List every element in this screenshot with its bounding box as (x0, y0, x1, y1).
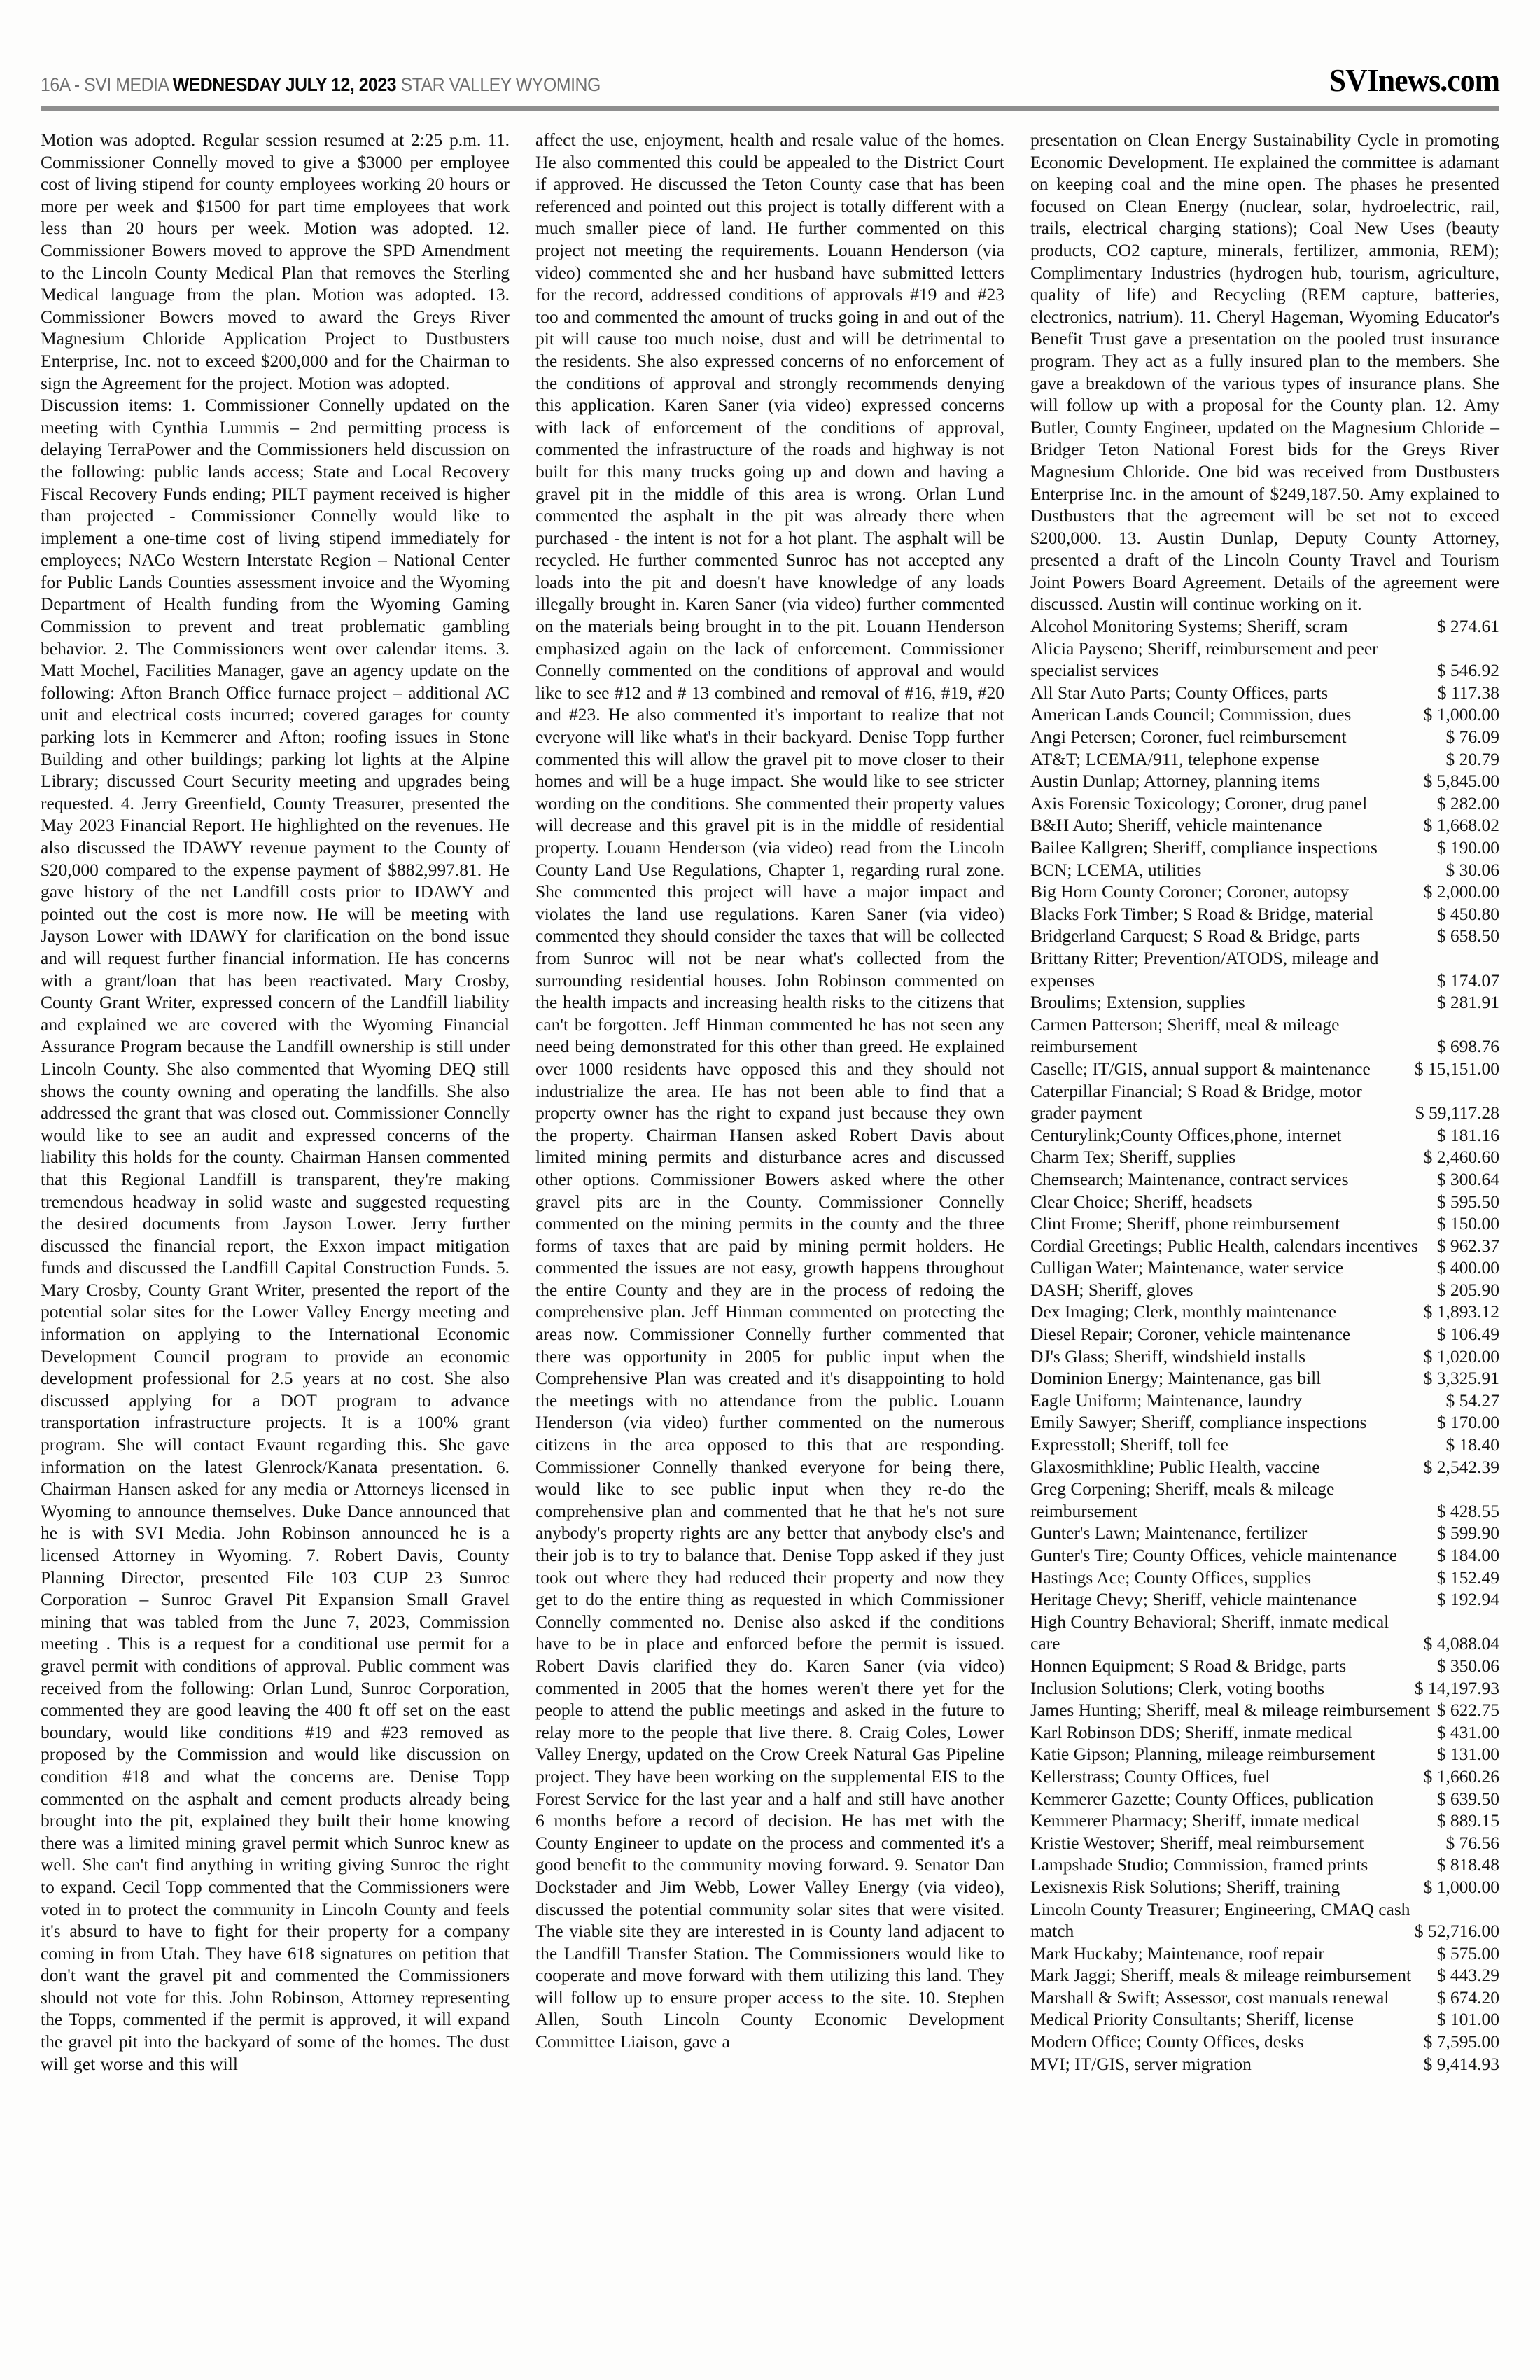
payment-row (1030, 1058, 1499, 1080)
payment-row (1030, 682, 1499, 704)
payment-amount: $ 101.00 (1436, 2009, 1499, 2030)
payment-description: Marshall & Swift; Assessor, cost manuals renewal (1030, 1987, 1390, 2008)
payment-description: Caterpillar Financial; S Road & Bridge, motor grader payment (1030, 1080, 1362, 1124)
payment-row (1030, 1854, 1499, 1876)
payment-description: Heritage Chevy; Sheriff, vehicle maintenance (1030, 1589, 1357, 1610)
payment-amount: $ 76.56 (1446, 1832, 1499, 1853)
payment-amount: $ 962.37 (1436, 1235, 1499, 1256)
payment-description: Katie Gipson; Planning, mileage reimbursement (1030, 1744, 1376, 1765)
payment-description: Gunter's Lawn; Maintenance, fertilizer (1030, 1522, 1308, 1544)
payment-row (1030, 1191, 1499, 1213)
column-3-narrative (1030, 129, 1499, 615)
payment-amount: $ 400.00 (1436, 1257, 1499, 1278)
payment-row (1030, 1743, 1499, 1765)
payment-amount: $ 443.29 (1436, 1965, 1499, 1986)
payment-description: Alcohol Monitoring Systems; Sheriff, scram (1030, 616, 1348, 637)
payment-row (1030, 1567, 1499, 1589)
payment-description: Dominion Energy; Maintenance, gas bill (1030, 1368, 1322, 1389)
payment-description: Glaxosmithkline; Public Health, vaccine (1030, 1456, 1320, 1477)
payment-description: Clint Frome; Sheriff, phone reimbursement (1030, 1213, 1340, 1234)
payment-description: James Hunting; Sheriff, meal & mileage reimbursement (1030, 1700, 1431, 1721)
payment-description: Bailee Kallgren; Sheriff, compliance inspections (1030, 837, 1378, 858)
payment-amount: $ 174.07 (1436, 969, 1499, 990)
payment-row (1030, 1411, 1499, 1434)
payment-amount: $ 1,660.26 (1423, 1765, 1499, 1786)
payment-amount: $ 205.90 (1436, 1279, 1499, 1300)
payment-description: Hastings Ace; County Offices, supplies (1030, 1567, 1312, 1588)
payment-amount: $ 2,542.39 (1423, 1456, 1499, 1477)
payment-row (1030, 1146, 1499, 1168)
payment-row (1030, 1080, 1499, 1124)
payment-row (1030, 991, 1499, 1014)
payment-row (1030, 1390, 1499, 1412)
payment-amount: $ 428.55 (1436, 1500, 1499, 1521)
payment-row (1030, 1478, 1499, 1522)
payment-row (1030, 836, 1499, 859)
payment-amount: $ 150.00 (1436, 1213, 1499, 1234)
payment-row (1030, 1367, 1499, 1390)
payment-amount: $ 30.06 (1446, 859, 1499, 880)
payment-row (1030, 1345, 1499, 1368)
payment-amount: $ 76.09 (1446, 727, 1499, 748)
payment-description: Brittany Ritter; Prevention/ATODS, mileage and expenses (1030, 947, 1379, 990)
payment-row (1030, 1942, 1499, 1965)
payment-description: Axis Forensic Toxicology; Coroner, drug panel (1030, 792, 1368, 813)
payment-amount: $ 152.49 (1436, 1567, 1499, 1588)
payment-description: Modern Office; County Offices, desks (1030, 2031, 1304, 2052)
payment-amount: $ 1,020.00 (1423, 1345, 1499, 1366)
payment-description: Clear Choice; Sheriff, headsets (1030, 1191, 1252, 1212)
payment-row (1030, 1699, 1499, 1721)
payment-description: Mark Jaggi; Sheriff, meals & mileage reimbursement (1030, 1965, 1412, 1986)
payment-amount: $ 59,117.28 (1415, 1102, 1499, 1124)
payment-description: Centurylink;County Offices,phone, internet (1030, 1124, 1342, 1145)
payment-row (1030, 859, 1499, 881)
payment-description: Chemsearch; Maintenance, contract services (1030, 1168, 1349, 1189)
payment-row (1030, 704, 1499, 726)
payment-description: Carmen Patterson; Sheriff, meal & mileage reimbursement (1030, 1014, 1340, 1057)
page-header (41, 0, 1499, 99)
payment-amount: $ 431.00 (1436, 1721, 1499, 1742)
payment-amount: $ 131.00 (1436, 1744, 1499, 1765)
payment-row (1030, 1323, 1499, 1345)
payment-description: Honnen Equipment; S Road & Bridge, parts (1030, 1655, 1347, 1676)
payment-description: Dex Imaging; Clerk, monthly maintenance (1030, 1301, 1336, 1322)
payment-row (1030, 1301, 1499, 1323)
page-number-label: 16A - SVI MEDIA (41, 74, 169, 95)
payment-description: AT&T; LCEMA/911, telephone expense (1030, 748, 1320, 769)
article-column-3 (1030, 129, 1499, 2075)
payment-description: Big Horn County Coroner; Coroner, autopsy (1030, 881, 1350, 902)
article-columns (41, 129, 1499, 2075)
payment-row (1030, 1544, 1499, 1567)
article-column-1 (41, 129, 510, 2075)
payment-description: B&H Auto; Sheriff, vehicle maintenance (1030, 815, 1322, 836)
payment-description: All Star Auto Parts; County Offices, parts (1030, 682, 1329, 703)
payment-amount: $ 54.27 (1446, 1390, 1499, 1410)
payment-row (1030, 1964, 1499, 1987)
payment-description: DASH; Sheriff, gloves (1030, 1279, 1194, 1300)
payment-amount: $ 300.64 (1436, 1168, 1499, 1189)
payment-amount: $ 698.76 (1436, 1036, 1499, 1057)
payment-row (1030, 1235, 1499, 1257)
payment-description: Diesel Repair; Coroner, vehicle maintenance (1030, 1324, 1351, 1345)
article-paragraph: affect the use, enjoyment, health and resale value of the homes. He also commented this could be appealed to the District Court if approved. He discussed the Teton County case that has been referenced and pointed out this project is totally different with a much smaller piece of land. He further commented on this project not meeting the requirements. Louann Henderson (via video) commented she and her husband have submitted letters for the record, addressed conditions of approvals #19 and #23 too and commented the amount of trucks going in and out of the pit will cause too much noise, dust and will be detrimental to the residents. She also expressed concerns of no enforcement of the conditions of approval and strongly recommends denying this application. Karen Saner (via video) expressed concerns with lack of enforcement of the conditions of approval, commented the infrastructure of the roads and highway is not built for this many trucks going up and down and having a gravel pit in the middle of this area is wrong. Orlan Lund commented the asphalt in the pit was already there when purchased - the intent is not for a hot plant. The asphalt will be recycled. He further commented Sunroc has not accepted any loads into the pit and doesn't have knowledge of any loads illegally brought in. Karen Saner (via video) further commented on the materials being brought in to the pit. Louann Henderson emphasized again on the lack of enforcement. Commissioner Connelly commented on the conditions of approval and would like to see #12 and # 13 combined and removal of #16, #19, #20 and #23. He also commented it's important to realize that not everyone will like what's in their backyard. Denise Topp further commented this will allow the gravel pit to move closer to their homes and will be a huge impact. She would like to see stricter wording on the conditions. She commented their property values will decrease and this gravel pit is in the middle of residential property. Louann Henderson (via video) read from the Lincoln County Land Use Regulations, Chapter 1, regarding rural zone. She commented this project will have a major impact and violates the land use regulations. Karen Saner (via video) commented they should consider the taxes that will be collected from Sunroc will not be near what's collected from the surrounding residential houses. John Robinson commented on the health impacts and increasing health risks to the citizens that can't be forgotten. Jeff Hinman commented he has not seen any need being demonstrated for this other than greed. He explained over 1000 residents have opposed this and they should not industrialize the area. He has not been able to find that a property owner has the right to expand just because they own the property. Chairman Hansen asked Robert Davis about limited mining permits and disturbance acres and discussed other options. Commissioner Bowers asked where the other gravel pits are in the County. Commissioner Connelly commented on the mining permits in the county and the three forms of taxes that are paid by mining permit holders. He commented the issues are not easy, growth happens throughout the entire County and they are in the process of redoing the comprehensive plan. Jeff Hinman commented on protecting the areas now. Commissioner Connelly further commented that there was opportunity in 2005 for public input when the Comprehensive Plan was created and it's disappointing to hold the meetings with no attendance from the public. Louann Henderson (via video) further commented on the numerous citizens in the area opposed to this that are responding. Commissioner Connelly thanked everyone for being there, would like to see public input when they re-do the comprehensive plan and commented that he that he's not sure anybody's property rights are any better that anybody else's and their job is to try to balance that. Denise Topp asked if they just took out where they had reduced their property and now they get to do the entire thing as requested in which Commissioner Connelly commented no. Denise also asked if the conditions have to be in place and enforced before the permit is issued. Robert Davis clarified they do. Karen Saner (via video) commented in 2005 that the homes weren't there yet for the people to attend the public meetings and asked in the future to relay more to the people that live there. 8. Craig Coles, Lower Valley Energy, updated on the Crow Creek Natural Gas Pipeline project. They have been working on the supplemental EIS to the Forest Service for the last year and a half and still have another 6 months before a record of decision. He has met with the County Engineer to update on the process and commented it's a good benefit to the community moving forward. 9. Senator Dan Dockstader and Jim Webb, Lower Valley Energy (via video), discussed the potential community solar sites that were visited. The viable site they are interested in is County land adjacent to the Landfill Transfer Station. The Commissioners would like to cooperate and move forward with them utilizing this land. They will follow up to ensure proper access to the site. 10. Stephen Allen, South Lincoln County Economic Development Committee Liaison, gave a (536, 130, 1004, 2052)
payment-description: Austin Dunlap; Attorney, planning items (1030, 771, 1321, 792)
payment-row (1030, 1898, 1499, 1942)
payment-amount: $ 274.61 (1436, 616, 1499, 637)
payment-row (1030, 1987, 1499, 2009)
payment-description: Expresstoll; Sheriff, toll fee (1030, 1434, 1228, 1455)
payment-amount: $ 190.00 (1436, 837, 1499, 858)
payment-amount: $ 7,595.00 (1423, 2031, 1499, 2052)
payment-amount: $ 15,151.00 (1414, 1058, 1499, 1079)
payment-amount: $ 350.06 (1436, 1655, 1499, 1676)
payment-amount: $ 450.80 (1436, 903, 1499, 924)
payment-row (1030, 814, 1499, 836)
payment-amount: $ 181.16 (1436, 1124, 1499, 1145)
payment-description: Cordial Greetings; Public Health, calendars incentives (1030, 1235, 1418, 1256)
payment-description: Culligan Water; Maintenance, water service (1030, 1257, 1344, 1278)
payment-amount: $ 818.48 (1436, 1854, 1499, 1875)
payment-description: Gunter's Tire; County Offices, vehicle maintenance (1030, 1545, 1397, 1565)
payment-amount: $ 20.79 (1446, 748, 1499, 769)
payment-amount: $ 170.00 (1436, 1412, 1499, 1433)
payment-amount: $ 14,197.93 (1414, 1677, 1499, 1698)
article-column-2 (536, 129, 1004, 2075)
payment-description: Karl Robinson DDS; Sheriff, inmate medical (1030, 1721, 1352, 1742)
payment-ledger (1030, 615, 1499, 2075)
payment-amount: $ 282.00 (1436, 792, 1499, 813)
payment-amount: $ 595.50 (1436, 1191, 1499, 1212)
payment-description: Kemmerer Pharmacy; Sheriff, inmate medical (1030, 1810, 1360, 1831)
payment-row (1030, 2031, 1499, 2053)
payment-description: Emily Sawyer; Sheriff, compliance inspections (1030, 1412, 1367, 1433)
article-paragraph: Discussion items: 1. Commissioner Connelly updated on the meeting with Cynthia Lummis – 2nd permitting process is delaying TerraPower and the Commissioners held discussion on the following: public lands access; State and Local Recovery Fiscal Recovery Funds ending; PILT payment received is higher than projected - Commissioner Connelly would like to implement a one-time cost of living stipend immediately for employees; NACo Western Interstate Region – National Center for Public Lands Counties assessment invoice and the Wyoming Department of Health funding from the Wyoming Gaming Commission to prevent and treat problematic gambling behavior. 2. The Commissioners went over calendar items. 3. Matt Mochel, Facilities Manager, gave an agency update on the following: Afton Branch Office furnace project – additional AC unit and electrical costs incurred; covered garages for county parking lots in Kemmerer and Afton; roofing issues in Stone Building and other buildings; parking lot lights at the Alpine Library; discussed Court Security meeting and upgrades being requested. 4. Jerry Greenfield, County Treasurer, presented the May 2023 Financial Report. He highlighted on the revenues. He also discussed the IDAWY revenue payment to the County of $20,000 compared to the expense payment of $882,997.81. He gave history of the net Landfill costs prior to IDAWY and pointed out the cost is more now. He will be meeting with Jayson Lower with IDAWY for clarification on the bond issue and will request further financial information. He has concerns with a grant/loan that has been reactivated. Mary Crosby, County Grant Writer, expressed concern of the Landfill liability and explained we are covered with the Wyoming Financial Assurance Program because the Landfill ownership is still under Lincoln County. She also commented that Wyoming DEQ still shows the county owning and operating the landfills. She also addressed the grant that was closed out. Commissioner Connelly would like to see an audit and expressed concerns of the liability this holds for the county. Chairman Hansen commented that this Regional Landfill is transparent, they're making tremendous headway in solid waste and suggested requesting the desired documents from Jayson Lower. Jerry further discussed the financial report, the Exxon impact mitigation funds and discussed the Landfill Capital Construction Funds. 5. Mary Crosby, County Grant Writer, presented the report of the potential solar sites for the Lower Valley Energy meeting and information on applying to the International Economic Development Council program to provide an economic development professional for 2.5 years at no cost. She also discussed applying for a DOT program to advance transportation infrastructure projects. It is a 100% grant program. She will contact Evaunt regarding this. She gave information on the latest Glenrock/Kanata presentation. 6. Chairman Hansen asked for any media or Attorneys licensed in Wyoming to announce themselves. Duke Dance announced that he is with SVI Media. John Robinson announced he is a licensed Attorney in Wyoming. 7. Robert Davis, County Planning Director, presented File 103 CUP 23 Sunroc Corporation – Sunroc Gravel Pit Expansion Small Gravel mining that was tabled from the June 7, 2023, Commission meeting . This is a request for a conditional use permit for a gravel permit with conditions of approval. Public comment was received from the following: Orlan Lund, Sunroc Corporation, commented they are good leaving the 400 ft off set on the east boundary, would like conditions #19 and #23 removed as proposed by the Commission and would like discussion on condition #18 and what the concerns are. Denise Topp commented on the asphalt and cement products already being brought into the pit, explained they built their home knowing there was a limited mining gravel permit which Sunroc knew as well. She can't find anything in writing giving Sunroc the right to expand. Cecil Topp commented that the Commissioners were voted in to protect the community in Lincoln County and feels it's absurd to have to fight for their property for a company coming in from Utah. They have 618 signatures on petition that don't want the gravel pit and commented the Commissioners should not vote for this. John Robinson, Attorney representing the Topps, commented if the permit is approved, it will expand the gravel pit into the backyard of some of the homes. The dust will get worse and this will (41, 395, 510, 2074)
payment-description: American Lands Council; Commission, dues (1030, 704, 1352, 725)
payment-amount: $ 192.94 (1436, 1589, 1499, 1610)
payment-description: Medical Priority Consultants; Sheriff, license (1030, 2009, 1354, 2030)
payment-description: Lexisnexis Risk Solutions; Sheriff, training (1030, 1876, 1340, 1897)
payment-amount: $ 546.92 (1436, 660, 1499, 681)
payment-row (1030, 903, 1499, 925)
payment-amount: $ 622.75 (1436, 1700, 1499, 1721)
payment-description: Charm Tex; Sheriff, supplies (1030, 1147, 1236, 1168)
payment-row (1030, 1212, 1499, 1235)
payment-row (1030, 1765, 1499, 1788)
payment-description: Angi Petersen; Coroner, fuel reimbursement (1030, 727, 1347, 748)
payment-amount: $ 1,668.02 (1423, 815, 1499, 836)
payment-row (1030, 638, 1499, 682)
payment-amount: $ 9,414.93 (1423, 2053, 1499, 2074)
payment-amount: $ 639.50 (1436, 1788, 1499, 1809)
payment-amount: $ 3,325.91 (1423, 1368, 1499, 1389)
payment-row (1030, 925, 1499, 947)
payment-description: Alicia Payseno; Sheriff, reimbursement and peer specialist services (1030, 638, 1378, 681)
payment-amount: $ 1,000.00 (1423, 1876, 1499, 1897)
payment-row (1030, 726, 1499, 748)
payment-row (1030, 1256, 1499, 1279)
payment-amount: $ 4,088.04 (1423, 1633, 1499, 1654)
payment-row (1030, 1014, 1499, 1058)
payment-row (1030, 1788, 1499, 1810)
payment-row (1030, 1434, 1499, 1456)
payment-amount: $ 2,460.60 (1423, 1147, 1499, 1168)
payment-row (1030, 2053, 1499, 2076)
payment-row (1030, 1522, 1499, 1544)
payment-description: Kristie Westover; Sheriff, meal reimbursement (1030, 1832, 1364, 1853)
payment-description: BCN; LCEMA, utilities (1030, 859, 1202, 880)
payment-amount: $ 106.49 (1436, 1324, 1499, 1345)
payment-amount: $ 889.15 (1436, 1810, 1499, 1831)
payment-description: Blacks Fork Timber; S Road & Bridge, material (1030, 903, 1374, 924)
payment-row (1030, 770, 1499, 792)
payment-amount: $ 2,000.00 (1423, 881, 1499, 902)
payment-row (1030, 748, 1499, 771)
payment-amount: $ 658.50 (1436, 925, 1499, 946)
payment-row (1030, 2008, 1499, 2031)
payment-row (1030, 1655, 1499, 1677)
payment-amount: $ 575.00 (1436, 1942, 1499, 1963)
payment-description: Lampshade Studio; Commission, framed prints (1030, 1854, 1368, 1875)
payment-row (1030, 1721, 1499, 1744)
payment-description: Eagle Uniform; Maintenance, laundry (1030, 1390, 1303, 1410)
payment-amount: $ 5,845.00 (1423, 771, 1499, 792)
payment-row (1030, 615, 1499, 638)
payment-row (1030, 1809, 1499, 1832)
payment-row (1030, 1588, 1499, 1611)
payment-description: Mark Huckaby; Maintenance, roof repair (1030, 1942, 1324, 1963)
payment-description: Bridgerland Carquest; S Road & Bridge, parts (1030, 925, 1360, 946)
payment-amount: $ 1,893.12 (1423, 1301, 1499, 1322)
payment-description: Lincoln County Treasurer; Engineering, CMAQ cash match (1030, 1898, 1410, 1942)
payment-amount: $ 674.20 (1436, 1987, 1499, 2008)
payment-description: Caselle; IT/GIS, annual support & maintenance (1030, 1058, 1371, 1079)
article-paragraph: Motion was adopted. Regular session resumed at 2:25 p.m. 11. Commissioner Connelly moved to give a $3000 per employee cost of living stipend for county employees working 20 hours or more per week and $1500 for part time employees that work less than 20 hours per week. Motion was adopted. 12. Commissioner Bowers moved to approve the SPD Amendment to the Lincoln County Medical Plan that removes the Sterling Medical language from the plan. Motion was adopted. 13. Commissioner Bowers moved to award the Greys River Magnesium Chloride Application Project to Dustbusters Enterprise, Inc. not to exceed $200,000 and for the Chairman to sign the Agreement for the project. Motion was adopted. (41, 130, 510, 393)
payment-row (1030, 1876, 1499, 1898)
payment-row (1030, 1456, 1499, 1478)
payment-description: High Country Behavioral; Sheriff, inmate medical care (1030, 1611, 1390, 1654)
header-location: STAR VALLEY WYOMING (400, 74, 601, 95)
payment-row (1030, 947, 1499, 991)
payment-row (1030, 792, 1499, 815)
payment-row (1030, 1279, 1499, 1301)
payment-description: Broulims; Extension, supplies (1030, 992, 1245, 1013)
payment-amount: $ 18.40 (1446, 1434, 1499, 1455)
payment-amount: $ 52,716.00 (1414, 1921, 1499, 1942)
payment-description: DJ's Glass; Sheriff, windshield installs (1030, 1345, 1306, 1366)
payment-amount: $ 1,000.00 (1423, 704, 1499, 725)
header-divider (41, 106, 1499, 111)
issue-date: WEDNESDAY JULY 12, 2023 (172, 74, 397, 95)
payment-amount: $ 117.38 (1437, 682, 1499, 703)
payment-row (1030, 1124, 1499, 1147)
header-meta (41, 74, 601, 96)
payment-amount: $ 599.90 (1436, 1522, 1499, 1544)
masthead-site-name: SVInews.com (1329, 62, 1499, 98)
payment-description: Inclusion Solutions; Clerk, voting booths (1030, 1677, 1325, 1698)
payment-amount: $ 281.91 (1436, 992, 1499, 1013)
payment-amount: $ 184.00 (1436, 1545, 1499, 1565)
payment-description: Greg Corpening; Sheriff, meals & mileage reimbursement (1030, 1478, 1335, 1521)
payment-row (1030, 1677, 1499, 1700)
payment-row (1030, 881, 1499, 903)
payment-description: Kemmerer Gazette; County Offices, publication (1030, 1788, 1374, 1809)
payment-description: Kellerstrass; County Offices, fuel (1030, 1765, 1270, 1786)
payment-row (1030, 1611, 1499, 1655)
payment-row (1030, 1832, 1499, 1854)
article-paragraph: presentation on Clean Energy Sustainability Cycle in promoting Economic Development. He explained the committee is adamant on keeping coal and the mine open. The phases he presented focused on Clean Energy (nuclear, solar, hydroelectric, rail, trails, electrical charging stations); Coal New Uses (beauty products, CO2 capture, minerals, fertilizer, ammonia, REM); Complimentary Industries (hydrogen hub, tourism, agriculture, quality of life) and Recycling (REM capture, batteries, electronics, natrium). 11. Cheryl Hageman, Wyoming Educator's Benefit Trust gave a presentation on the pooled trust insurance program. They act as a fully insured plan to the members. She gave a breakdown of the various types of insurance plans. She will follow up with a proposal for the County plan. 12. Amy Butler, County Engineer, updated on the Magnesium Chloride – Bridger Teton National Forest bids for the Greys River Magnesium Chloride. One bid was received from Dustbusters Enterprise Inc. in the amount of $249,187.50. Amy explained to Dustbusters that the agreement will be set not to exceed $200,000. 13. Austin Dunlap, Deputy County Attorney, presented a draft of the Lincoln County Travel and Tourism Joint Powers Board Agreement. Details of the agreement were discussed. Austin will continue working on it. (1030, 130, 1499, 615)
payment-description: MVI; IT/GIS, server migration (1030, 2053, 1252, 2074)
payment-row (1030, 1168, 1499, 1191)
